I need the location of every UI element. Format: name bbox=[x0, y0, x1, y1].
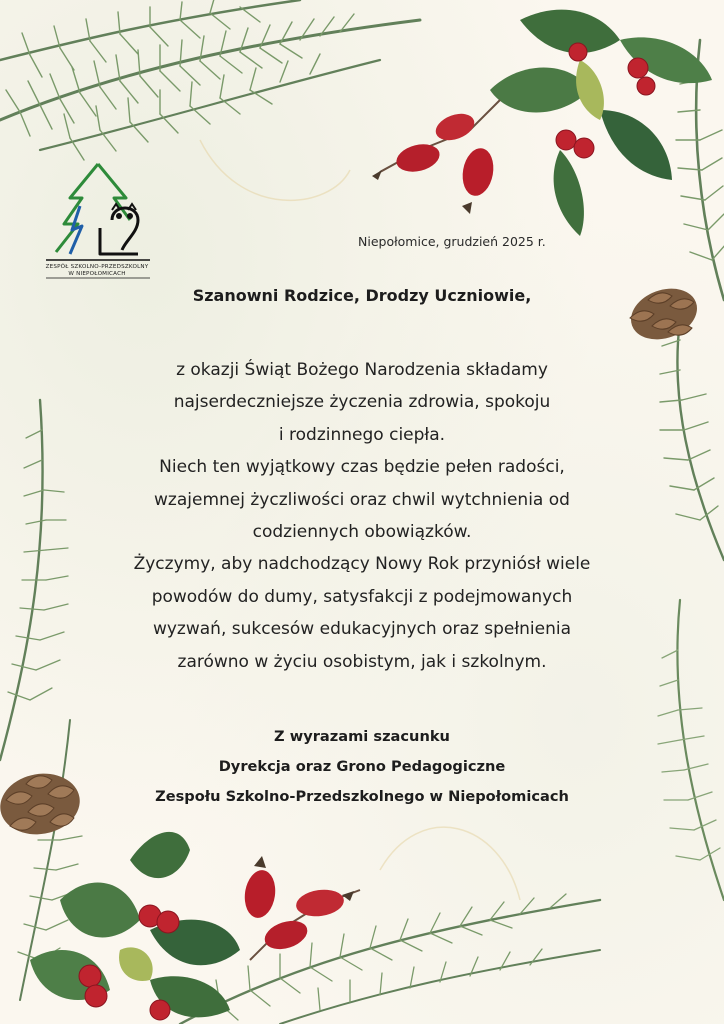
body-line: wyzwań, sukcesów edukacyjnych oraz spełnienia bbox=[152, 619, 572, 640]
salutation: Szanowni Rodzice, Drodzy Uczniowie, bbox=[192, 286, 532, 305]
signature-line-2: Dyrekcja oraz Grono Pedagogiczne bbox=[218, 758, 506, 775]
logo-text-line-2: W NIEPOŁOMICACH bbox=[68, 271, 126, 277]
body-line: powodów do dumy, satysfakcji z podejmowanych bbox=[151, 586, 573, 607]
school-logo-text bbox=[44, 264, 150, 278]
logo-text-line-1: ZESPÓŁ SZKOLNO-PRZEDSZKOLNY bbox=[45, 264, 149, 270]
greeting-body bbox=[70, 354, 654, 678]
signature bbox=[0, 722, 724, 812]
rosehips-top bbox=[372, 100, 500, 214]
body-line: i rodzinnego ciepła. bbox=[278, 424, 446, 445]
holly-top-right bbox=[490, 10, 712, 236]
body-line: Niech ten wyjątkowy czas będzie pełen radości, bbox=[159, 457, 565, 478]
body-line: wzajemnej życzliwości oraz chwil wytchnienia od bbox=[154, 489, 570, 510]
body-line: Życzymy, aby nadchodzący Nowy Rok przyniósł wiele bbox=[133, 554, 591, 575]
signature-line-1: Z wyrazami szacunku bbox=[274, 728, 450, 745]
signature-line-3: Zespołu Szkolno-Przedszkolnego w Niepołomicach bbox=[155, 788, 569, 805]
pine-branch-bottom bbox=[180, 894, 600, 1024]
body-line: zarówno w życiu osobistym, jak i szkolnym. bbox=[177, 651, 547, 672]
body-line: codziennych obowiązków. bbox=[252, 522, 472, 543]
holly-bottom-left bbox=[30, 832, 240, 1020]
pine-branch-top-left bbox=[0, 0, 420, 160]
place-date: Niepołomice, grudzień 2025 r. bbox=[358, 234, 546, 249]
body-line: z okazji Świąt Bożego Narodzenia składamy bbox=[176, 360, 548, 380]
body-line: najserdeczniejsze życzenia zdrowia, spokoju bbox=[173, 392, 551, 413]
